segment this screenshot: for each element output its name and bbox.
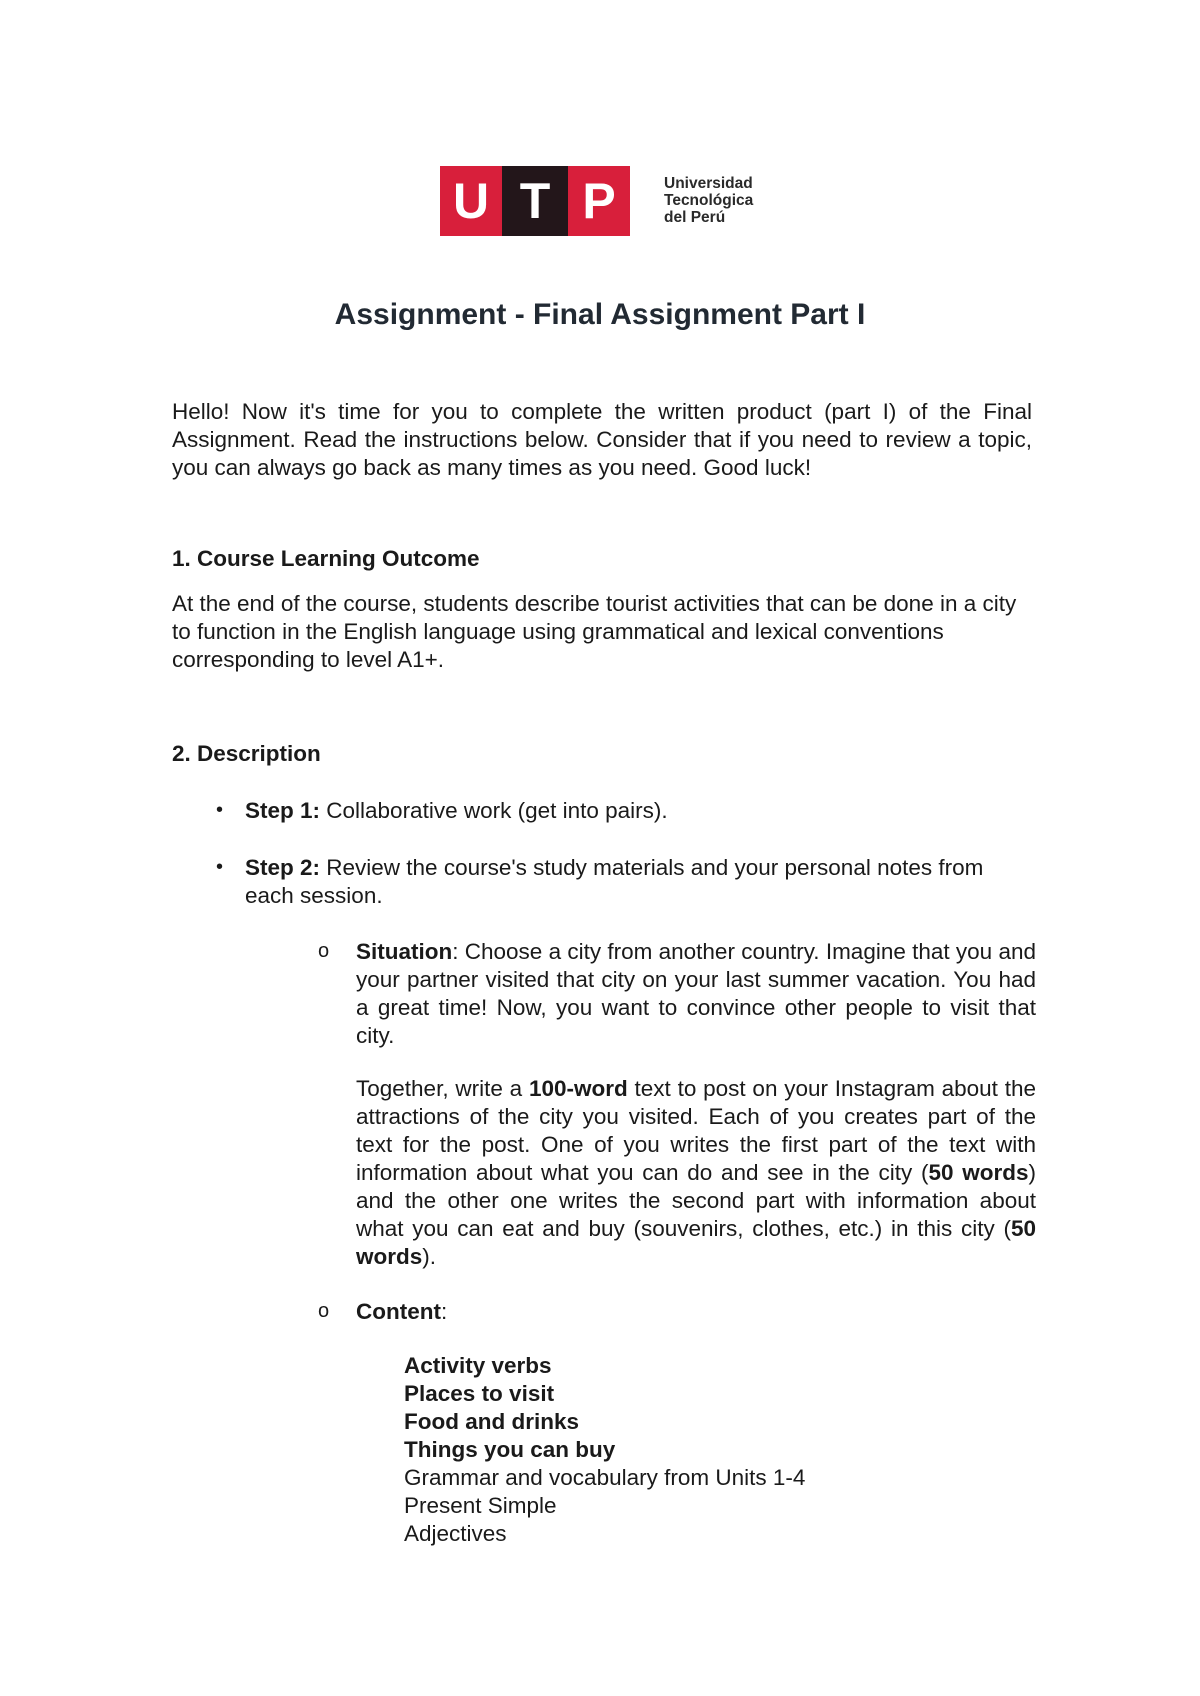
step-2-item — [245, 854, 1005, 910]
together-text: ). — [422, 1244, 437, 1269]
content-item: Present Simple — [404, 1493, 557, 1518]
logo-university-name — [664, 175, 753, 226]
together-text: ) and the other one writes the second part with information about what you can eat and buy (souvenirs, clothes, etc.) in this city ( — [356, 1160, 1036, 1241]
bullet-icon: • — [216, 856, 224, 878]
bullet-icon: • — [216, 799, 224, 821]
learning-outcome-text: At the end of the course, students describe tourist activities that can be done in a city to function in the English language using grammatical and lexical conventions corresponding to level A1+. — [172, 591, 1017, 672]
situation-text: : Choose a city from another country. Imagine that you and your partner visited that city on your last summer vacation. You had a great time! Now, you want to convince other people to visit that city. — [356, 939, 1036, 1048]
logo-letter-u: U — [440, 166, 502, 236]
together-text: text to post on your Instagram about the attractions of the city you visited. Each of you creates part of the text for the post. One of you writes the first part of the text with information about what you can do and see in the city ( — [356, 1076, 1036, 1185]
content-heading — [356, 1298, 1036, 1326]
intro-paragraph: Hello! Now it's time for you to complete the written product (part I) of the Final Assignment. Read the instructions below. Consider that if you need to review a topic, you can always go back as many times as you need. Good luck! — [172, 399, 1032, 480]
page-title: Assignment - Final Assignment Part I — [334, 298, 866, 331]
situation-paragraph — [356, 938, 1036, 1050]
sub-bullet-icon: o — [318, 940, 330, 962]
content-item: Adjectives — [404, 1521, 507, 1546]
content-item: Activity verbs — [404, 1353, 552, 1378]
together-text: Together, write a — [356, 1076, 529, 1101]
situation-label: Situation — [356, 939, 453, 964]
step-2-text: Review the course's study materials and your personal notes from each session. — [245, 855, 984, 908]
together-bold: 50 words — [356, 1216, 1036, 1269]
content-list — [404, 1352, 1004, 1548]
logo-letter-p: P — [568, 166, 630, 236]
step-1-item — [245, 797, 1005, 825]
step-2-label: Step 2: — [245, 855, 321, 880]
utp-logo — [440, 166, 630, 236]
section-heading-learning-outcome: 1. Course Learning Outcome — [172, 546, 480, 571]
content-item: Things you can buy — [404, 1437, 616, 1462]
content-item: Grammar and vocabulary from Units 1-4 — [404, 1465, 806, 1490]
content-label: Content — [356, 1299, 441, 1324]
sub-bullet-icon: o — [318, 1300, 330, 1322]
logo-name-line: del Perú — [664, 209, 726, 226]
logo-name-line: Universidad — [664, 175, 753, 192]
together-bold: 50 words — [928, 1160, 1029, 1185]
section-heading-description: 2. Description — [172, 741, 321, 766]
logo-letter-t: T — [502, 166, 568, 236]
together-bold: 100-word — [528, 1076, 628, 1101]
logo-name-line: Tecnológica — [664, 192, 754, 209]
content-item: Places to visit — [404, 1381, 555, 1406]
step-1-text: Collaborative work (get into pairs). — [320, 798, 668, 823]
content-colon: : — [440, 1299, 448, 1324]
together-paragraph — [356, 1075, 1036, 1271]
step-1-label: Step 1: — [245, 798, 321, 823]
content-item: Food and drinks — [404, 1409, 580, 1434]
